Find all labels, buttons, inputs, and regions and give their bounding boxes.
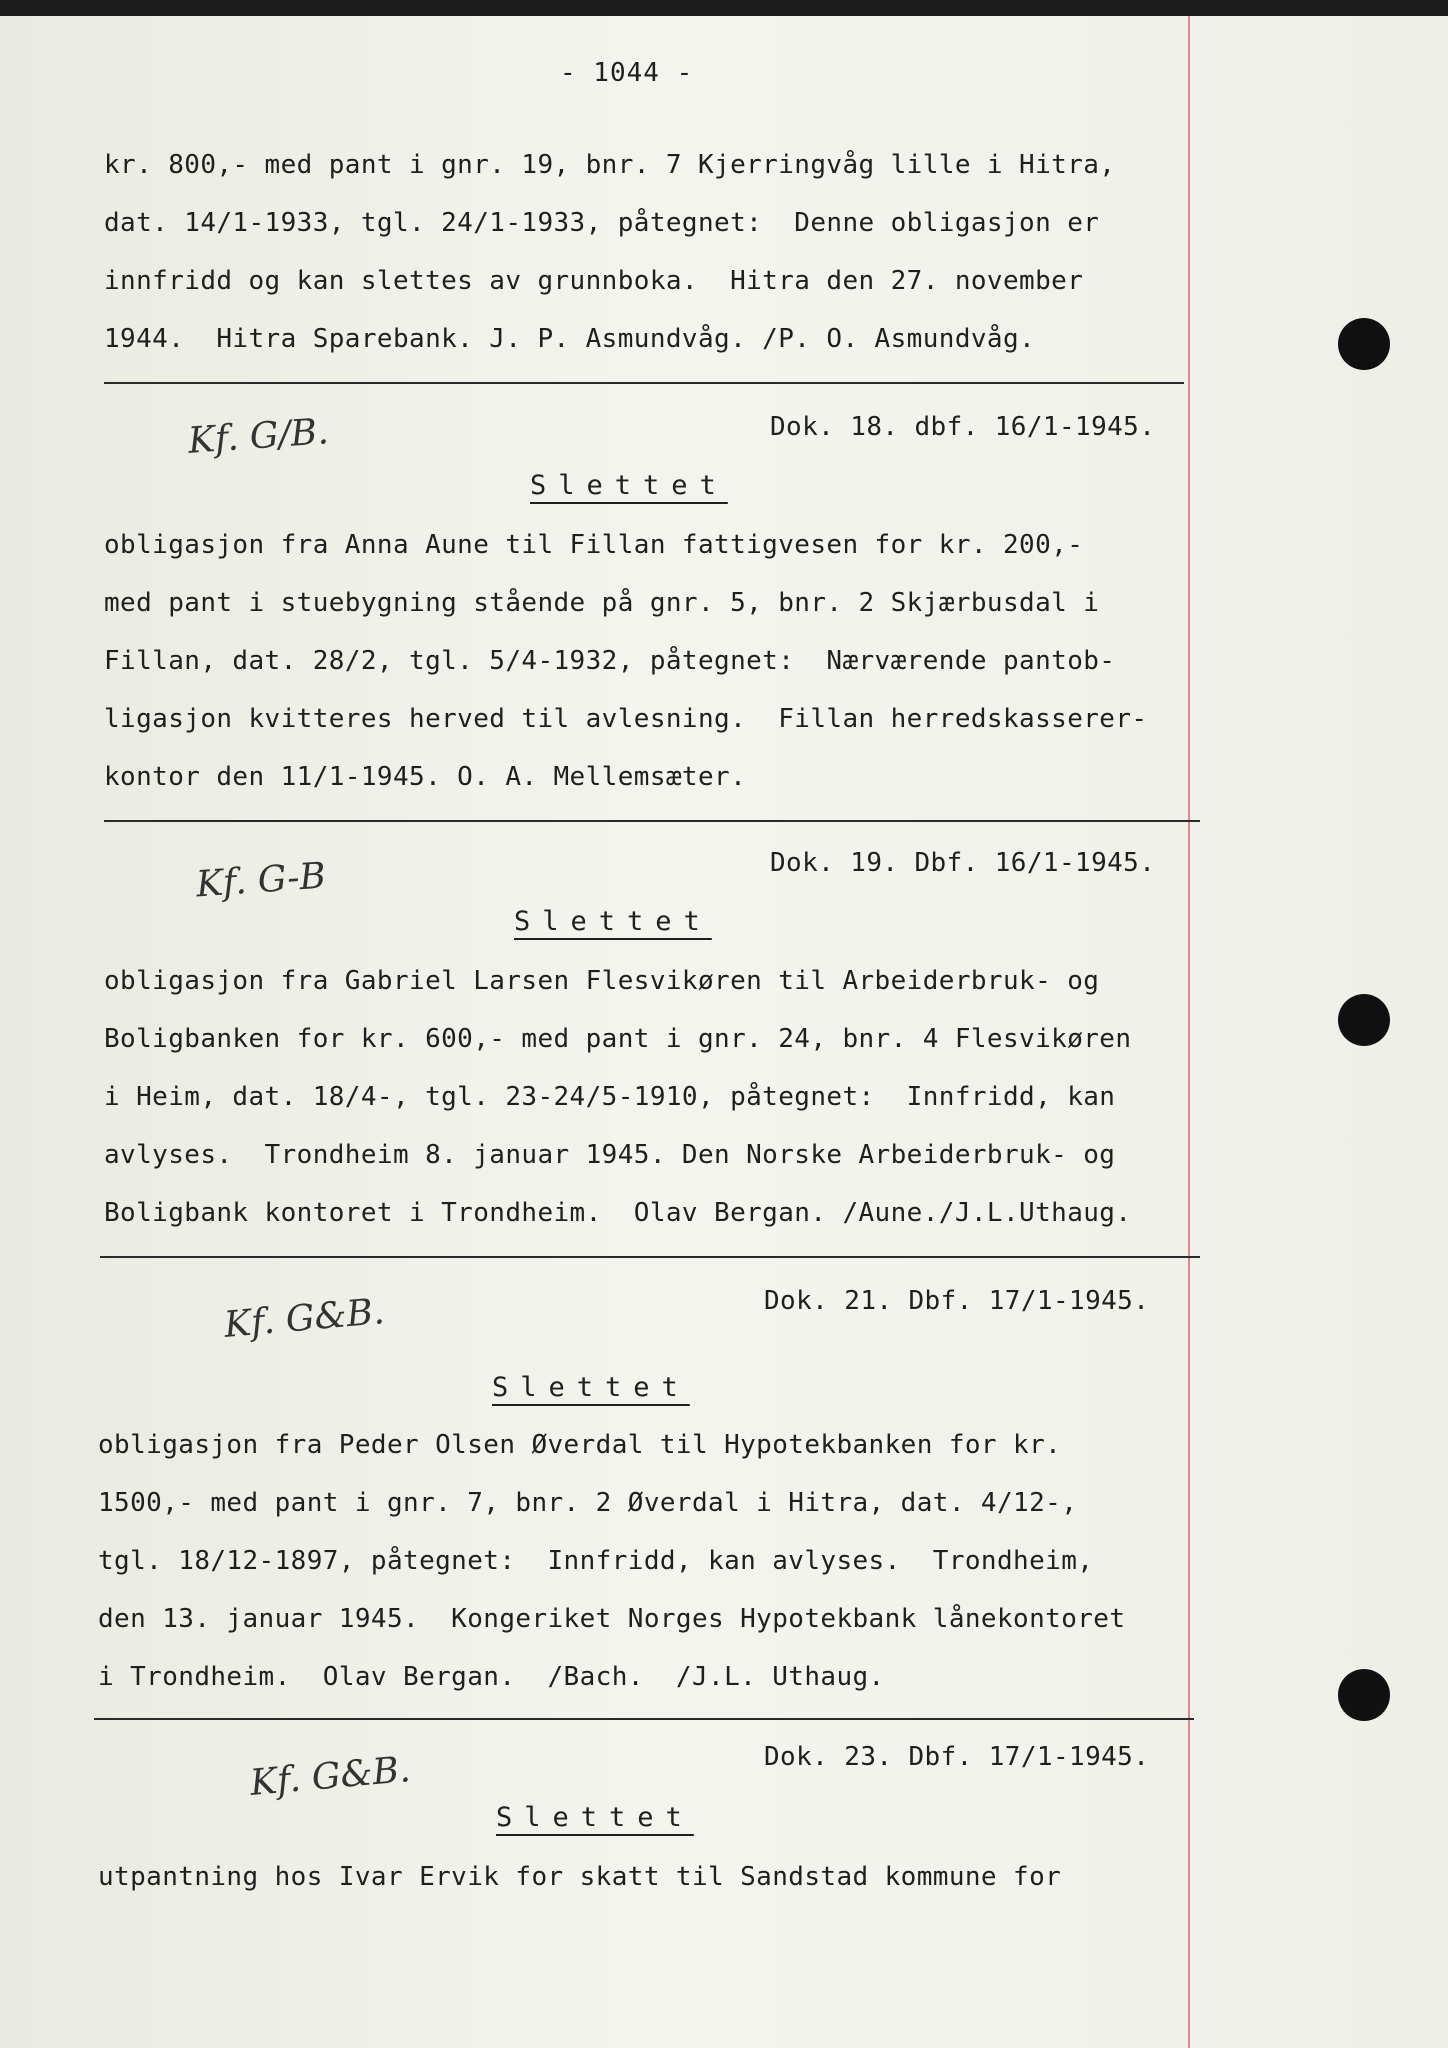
document-reference: Dok. 21. Dbf. 17/1-1945.: [764, 1286, 1150, 1316]
separator-rule: [104, 820, 1200, 822]
text-line: obligasjon fra Gabriel Larsen Flesvikøren til Arbeiderbruk- og: [104, 966, 1100, 996]
text-line: Fillan, dat. 28/2, tgl. 5/4-1932, påtegnet: Nærværende pantob-: [104, 646, 1116, 676]
text-line: Boligbanken for kr. 600,- med pant i gnr. 24, bnr. 4 Flesvikøren: [104, 1024, 1132, 1054]
text-line: obligasjon fra Peder Olsen Øverdal til Hypotekbanken for kr.: [98, 1430, 1062, 1460]
separator-rule: [104, 382, 1184, 384]
handwritten-annotation: Kf. G&B.: [222, 1291, 387, 1346]
margin-line: [1188, 16, 1190, 2048]
text-line: med pant i stuebygning stående på gnr. 5, bnr. 2 Skjærbusdal i: [104, 588, 1100, 618]
text-line: obligasjon fra Anna Aune til Fillan fattigvesen for kr. 200,-: [104, 530, 1084, 560]
text-line: kontor den 11/1-1945. O. A. Mellemsæter.: [104, 762, 747, 792]
text-line: den 13. januar 1945. Kongeriket Norges Hypotekbank lånekontoret: [98, 1604, 1126, 1634]
punch-hole: [1338, 318, 1390, 370]
entry-heading: Slettet: [492, 1372, 690, 1403]
text-line: kr. 800,- med pant i gnr. 19, bnr. 7 Kjerringvåg lille i Hitra,: [104, 150, 1116, 180]
document-reference: Dok. 19. Dbf. 16/1-1945.: [770, 848, 1156, 878]
text-line: ligasjon kvitteres herved til avlesning. Fillan herredskasserer-: [104, 704, 1148, 734]
text-line: i Heim, dat. 18/4-, tgl. 23-24/5-1910, påtegnet: Innfridd, kan: [104, 1082, 1116, 1112]
text-line: avlyses. Trondheim 8. januar 1945. Den Norske Arbeiderbruk- og: [104, 1140, 1116, 1170]
punch-hole: [1338, 994, 1390, 1046]
text-line: i Trondheim. Olav Bergan. /Bach. /J.L. Uthaug.: [98, 1662, 885, 1692]
page-number: - 1044 -: [560, 58, 694, 88]
text-line: innfridd og kan slettes av grunnboka. Hitra den 27. november: [104, 266, 1084, 296]
text-line: Boligbank kontoret i Trondheim. Olav Bergan. /Aune./J.L.Uthaug.: [104, 1198, 1132, 1228]
document-reference: Dok. 23. Dbf. 17/1-1945.: [764, 1742, 1150, 1772]
punch-hole: [1338, 1669, 1390, 1721]
entry-heading: Slettet: [530, 470, 728, 501]
text-line: dat. 14/1-1933, tgl. 24/1-1933, påtegnet: Denne obligasjon er: [104, 208, 1100, 238]
handwritten-annotation: Kf. G-B: [194, 855, 328, 906]
handwritten-annotation: Kf. G/B.: [186, 411, 330, 462]
handwritten-annotation: Kf. G&B.: [248, 1749, 413, 1804]
text-line: 1944. Hitra Sparebank. J. P. Asmundvåg. /P. O. Asmundvåg.: [104, 324, 1036, 354]
scan-top-edge: [0, 0, 1448, 16]
text-line: utpantning hos Ivar Ervik for skatt til Sandstad kommune for: [98, 1862, 1062, 1892]
entry-heading: Slettet: [496, 1802, 694, 1833]
separator-rule: [100, 1256, 1200, 1258]
separator-rule: [94, 1718, 1194, 1720]
text-line: 1500,- med pant i gnr. 7, bnr. 2 Øverdal i Hitra, dat. 4/12-,: [98, 1488, 1078, 1518]
document-reference: Dok. 18. dbf. 16/1-1945.: [770, 412, 1156, 442]
text-line: tgl. 18/12-1897, påtegnet: Innfridd, kan avlyses. Trondheim,: [98, 1546, 1094, 1576]
entry-heading: Slettet: [514, 906, 712, 937]
